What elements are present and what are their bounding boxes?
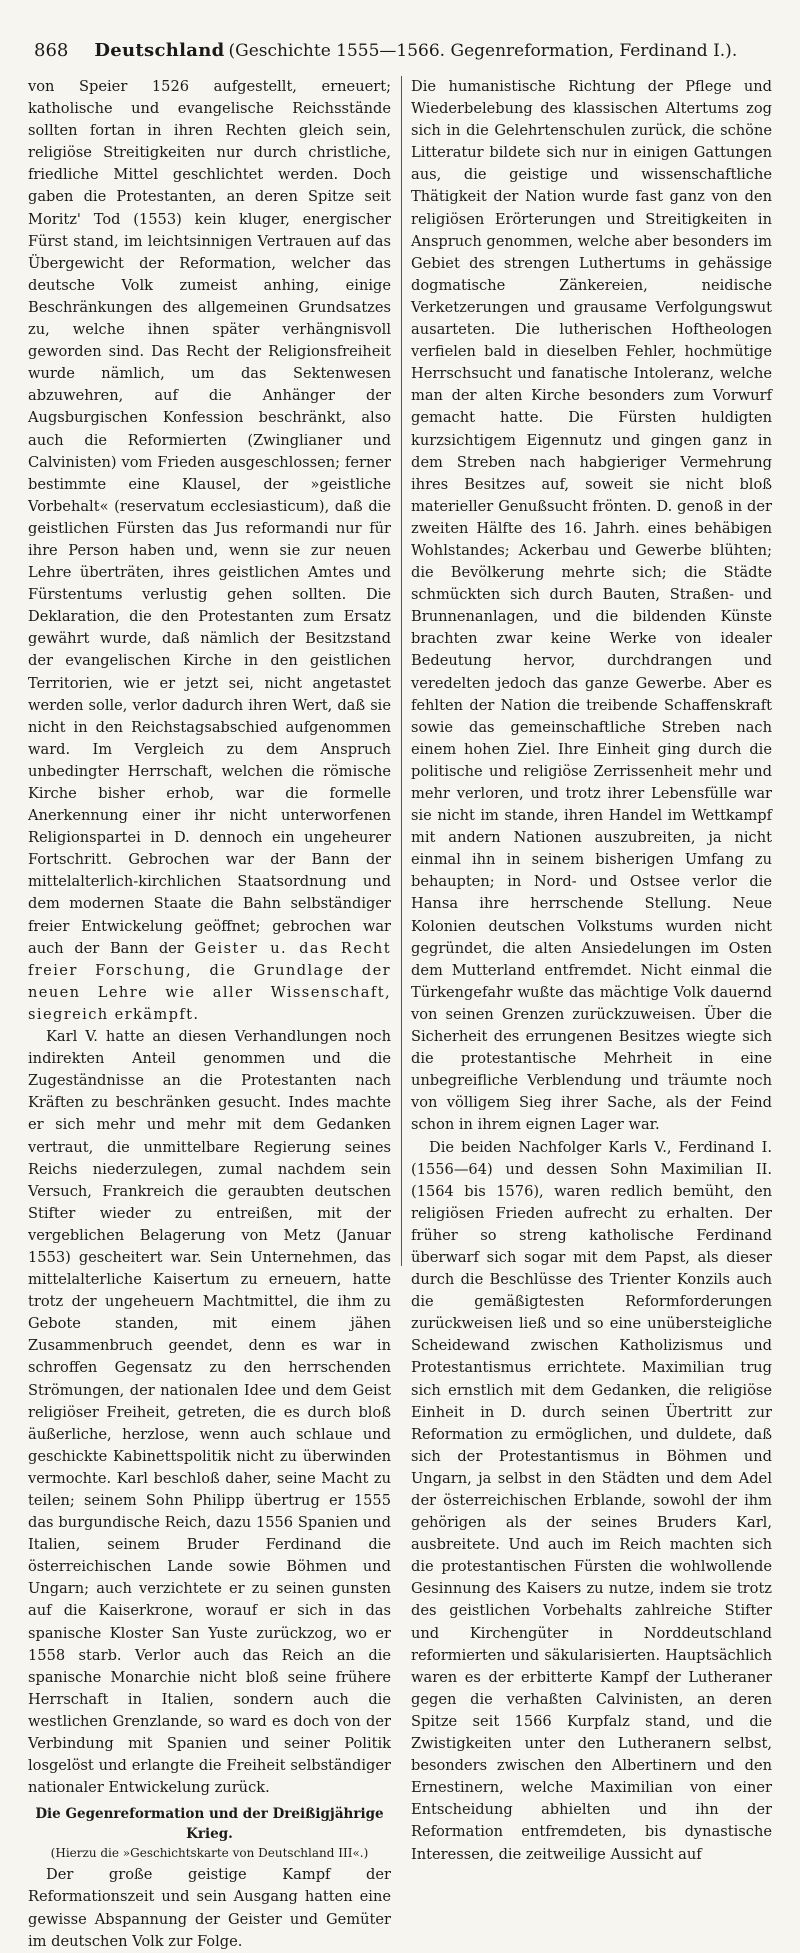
running-title: Deutschland [94, 40, 225, 61]
section-heading: Die Gegenreformation und der Dreißigjährige Krieg. [35, 1806, 384, 1843]
spaced-emphasis-text: Geister u. das Recht freier Forschung, die Grundlage der neuen Lehre wie aller Wissenschaft, siegreich erkämpft. [28, 939, 391, 1023]
running-header [34, 40, 774, 68]
column-divider [401, 76, 402, 1266]
body-paragraph: Die beiden Nachfolger Karls V., Ferdinand I. (1556—64) und dessen Sohn Maximilian II. (1564 bis 1576), waren redlich bemüht, den religiösen Frieden aufrecht zu erhalten. Der früher so streng katholische Ferdinand überwarf sich sogar mit dem Papst, als dieser durch die Beschlüsse des Trienter Konzils auch die gemäßigtesten Reformforderungen zurückweisen ließ und so eine unübersteigliche Scheidewand zwischen Katholizismus und Protestantismus errichtete. Maximilian trug sich ernstlich mit dem Gedanken, die religiöse Einheit in D. durch seinen Übertritt zur Reformation zu ermöglichen, und duldete, daß sich der Protestantismus in Böhmen und Ungarn, ja selbst in den Städten und dem Adel der österreichischen Erblande, sowohl der ihm gehörigen als der seines Bruders Karl, ausbreitete. Und auch im Reich machten sich die protestantischen Fürsten die wohlwollende Gesinnung des Kaisers zu nutze, indem sie trotz des geistlichen Vorbehalts zahlreiche Stifter und Kirchengüter in Norddeutschland reformierten und säkularisierten. Hauptsächlich waren es der erbitterte Kampf der Lutheraner gegen die verhaßten Calvinisten, an deren Spitze seit 1566 Kurpfalz stand, und die Zwistigkeiten unter den Lutheranern selbst, besonders zwischen den Albertinern und den Ernestinern, welche Maximilian von einer Entscheidung abhielten und ihn der Reformation entfremdeten, bis dynastische Interessen, die zeitweilige Aussicht auf [411, 1138, 772, 1863]
right-column [411, 76, 772, 1863]
body-paragraph: Die humanistische Richtung der Pflege und Wiederbelebung des klassischen Altertums zog sich in die Gelehrtenschulen zurück, die schöne Litteratur bildete sich nur in einigen Gattungen aus, die geistige und wissenschaftliche Thätigkeit der Nation wurde fast ganz von den religiösen Erörterungen und Streitigkeiten in Anspruch genommen, welche aber besonders im Gebiet des strengen Luthertums in gehässige dogmatische Zänkereien, neidische Verketzerungen und grausame Verfolgungswut ausarteten. Die lutherischen Hoftheologen verfielen bald in dieselben Fehler, hochmütige Herrschsucht und fanatische Intoleranz, welche man der alten Kirche besonders zum Vorwurf gemacht hatte. Die Fürsten huldigten kurzsichtigem Eigennutz und gingen ganz in dem Streben nach habgieriger Vermehrung ihres Besitzes auf, soweit sie nicht bloß materieller Genußsucht frönten. D. genoß in der zweiten Hälfte des 16. Jahrh. eines behäbigen Wohlstandes; Ackerbau und Gewerbe blühten; die Bevölkerung mehrte sich; die Städte schmückten sich durch Bauten, Straßen- und Brunnenanlagen, und die bildenden Künste brachten zwar keine Werke von idealer Bedeutung hervor, durchdrangen und veredelten jedoch das ganze Gewerbe. Aber es fehlten der Nation die treibende Schaffenskraft sowie das gemeinschaftliche Streben nach einem hohen Ziel. Ihre Einheit ging durch die politische und religiöse Zerrissenheit mehr und mehr verloren, und trotz ihrer Lebensfülle war sie nicht im stande, ihren Handel im Wettkampf mit andern Nationen auszubreiten, ja nicht einmal ihn in seinem bisherigen Umfang zu behaupten; in Nord- und Ostsee verlor die Hansa ihre herrschende Stellung. Neue Kolonien deutschen Volkstums wurden nicht gegründet, die alten Ansiedelungen im Osten dem Mutterland entfremdet. Nicht einmal die Türkengefahr wußte das mächtige Volk dauernd von seinen Grenzen zurückzuweisen. Über die Sicherheit des errungenen Besitzes wiegte sich die protestantische Mehrheit in eine unbegreifliche Verblendung und träumte noch von völligem Sieg ihrer Sache, als der Feind schon in ihrem eignen Lager war. [411, 78, 772, 1134]
paragraph-text: von Speier 1526 aufgestellt, erneuert; katholische und evangelische Reichsstände sollten fortan in ihren Rechten gleich sein, religiöse Streitigkeiten nur durch christliche, friedliche Mittel geschlichtet werden. Doch gaben die Protestanten, an deren Spitze seit Moritz' Tod (1553) kein kluger, energischer Fürst stand, im leichtsinnigen Vertrauen auf das Übergewicht der Reformation, welcher das deutsche Volk zumeist anhing, einige Beschränkungen des allgemeinen Grundsatzes zu, welche ihnen später verhängnisvoll geworden sind. Das Recht der Religionsfreiheit wurde nämlich, um das Sektenwesen abzuwehren, auf die Anhänger der Augsburgischen Konfession beschränkt, also auch die Reformierten (Zwinglianer und Calvinisten) vom Frieden ausgeschlossen; ferner bestimmte eine Klausel, der »geistliche Vorbehalt« (reservatum ecclesiasticum), daß die geistlichen Fürsten das Jus reformandi nur für ihre Person haben und, wenn sie zur neuen Lehre überträten, ihres geistlichen Amtes und Fürstentums verlustig gehen sollten. Die Deklaration, die den Protestanten zum Ersatz gewährt wurde, daß nämlich der Besitzstand der evangelischen Kirche in den geistlichen Territorien, wie er jetzt sei, nicht angetastet werden solle, verlor dadurch ihren Wert, daß sie nicht in den Reichstagsabschied aufgenommen ward. Im Vergleich zu dem Anspruch unbedingter Herrschaft, welchen die römische Kirche bisher erhob, war die formelle Anerkennung einer ihr nicht unterworfenen Religionspartei in D. dennoch ein ungeheurer Fortschritt. Gebrochen war der Bann der mittelalterlich-kirchlichen Staatsordnung und dem modernen Staate die Bahn selbständiger freier Entwickelung geöffnet; gebrochen war auch der Bann der [28, 78, 391, 957]
body-paragraph [28, 76, 391, 1026]
body-paragraph: Karl V. hatte an diesen Verhandlungen noch indirekten Anteil genommen und die Zugeständnisse an die Protestanten nach Kräften zu beschränken gesucht. Indes machte er sich mehr und mehr mit dem Gedanken vertraut, die unmittelbare Regierung seines Reichs niederzulegen, zumal nachdem sein Versuch, Frankreich die geraubten deutschen Stifter wieder zu entreißen, mit der vergeblichen Belagerung von Metz (Januar 1553) gescheitert war. Sein Unternehmen, das mittelalterliche Kaisertum zu erneuern, hatte trotz der ungeheuern Machtmittel, die ihm zu Gebote standen, mit einem jähen Zusammenbruch geendet, denn es war in schroffen Gegensatz zu den herrschenden Strömungen, der nationalen Idee und dem Geist religiöser Freiheit, getreten, die es durch bloß äußerliche, herzlose, wenn auch schlaue und geschickte Kabinettspolitik nicht zu überwinden vermochte. Karl beschloß daher, seine Macht zu teilen; seinem Sohn Philipp übertrug er 1555 das burgundische Reich, dazu 1556 Spanien und Italien, seinem Bruder Ferdinand die österreichischen Lande sowie Böhmen und Ungarn; auch verzichtete er zu seinen gunsten auf die Kaiserkrone, worauf er sich in das spanische Kloster San Yuste zurückzog, wo er 1558 starb. Verlor auch das Reich an die spanische Monarchie nicht bloß seine frühere Herrschaft in Italien, sondern auch die westlichen Grenzlande, so ward es doch von der Verbindung mit Spanien und seiner Politik losgelöst und erlangte die Freiheit selbständiger nationaler Entwickelung zurück. [28, 1028, 391, 1797]
left-column [28, 76, 391, 1950]
body-paragraph: Der große geistige Kampf der Reformationszeit und sein Ausgang hatten eine gewisse Abspannung der Geister und Gemüter im deutschen Volk zur Folge. [28, 1866, 391, 1950]
page-number: 868 [34, 40, 69, 61]
section-note: (Hierzu die »Geschichtskarte von Deutschland III«.) [50, 1846, 369, 1861]
running-subtitle: (Geschichte 1555—1566. Gegenreformation, Ferdinand I.). [228, 41, 738, 61]
